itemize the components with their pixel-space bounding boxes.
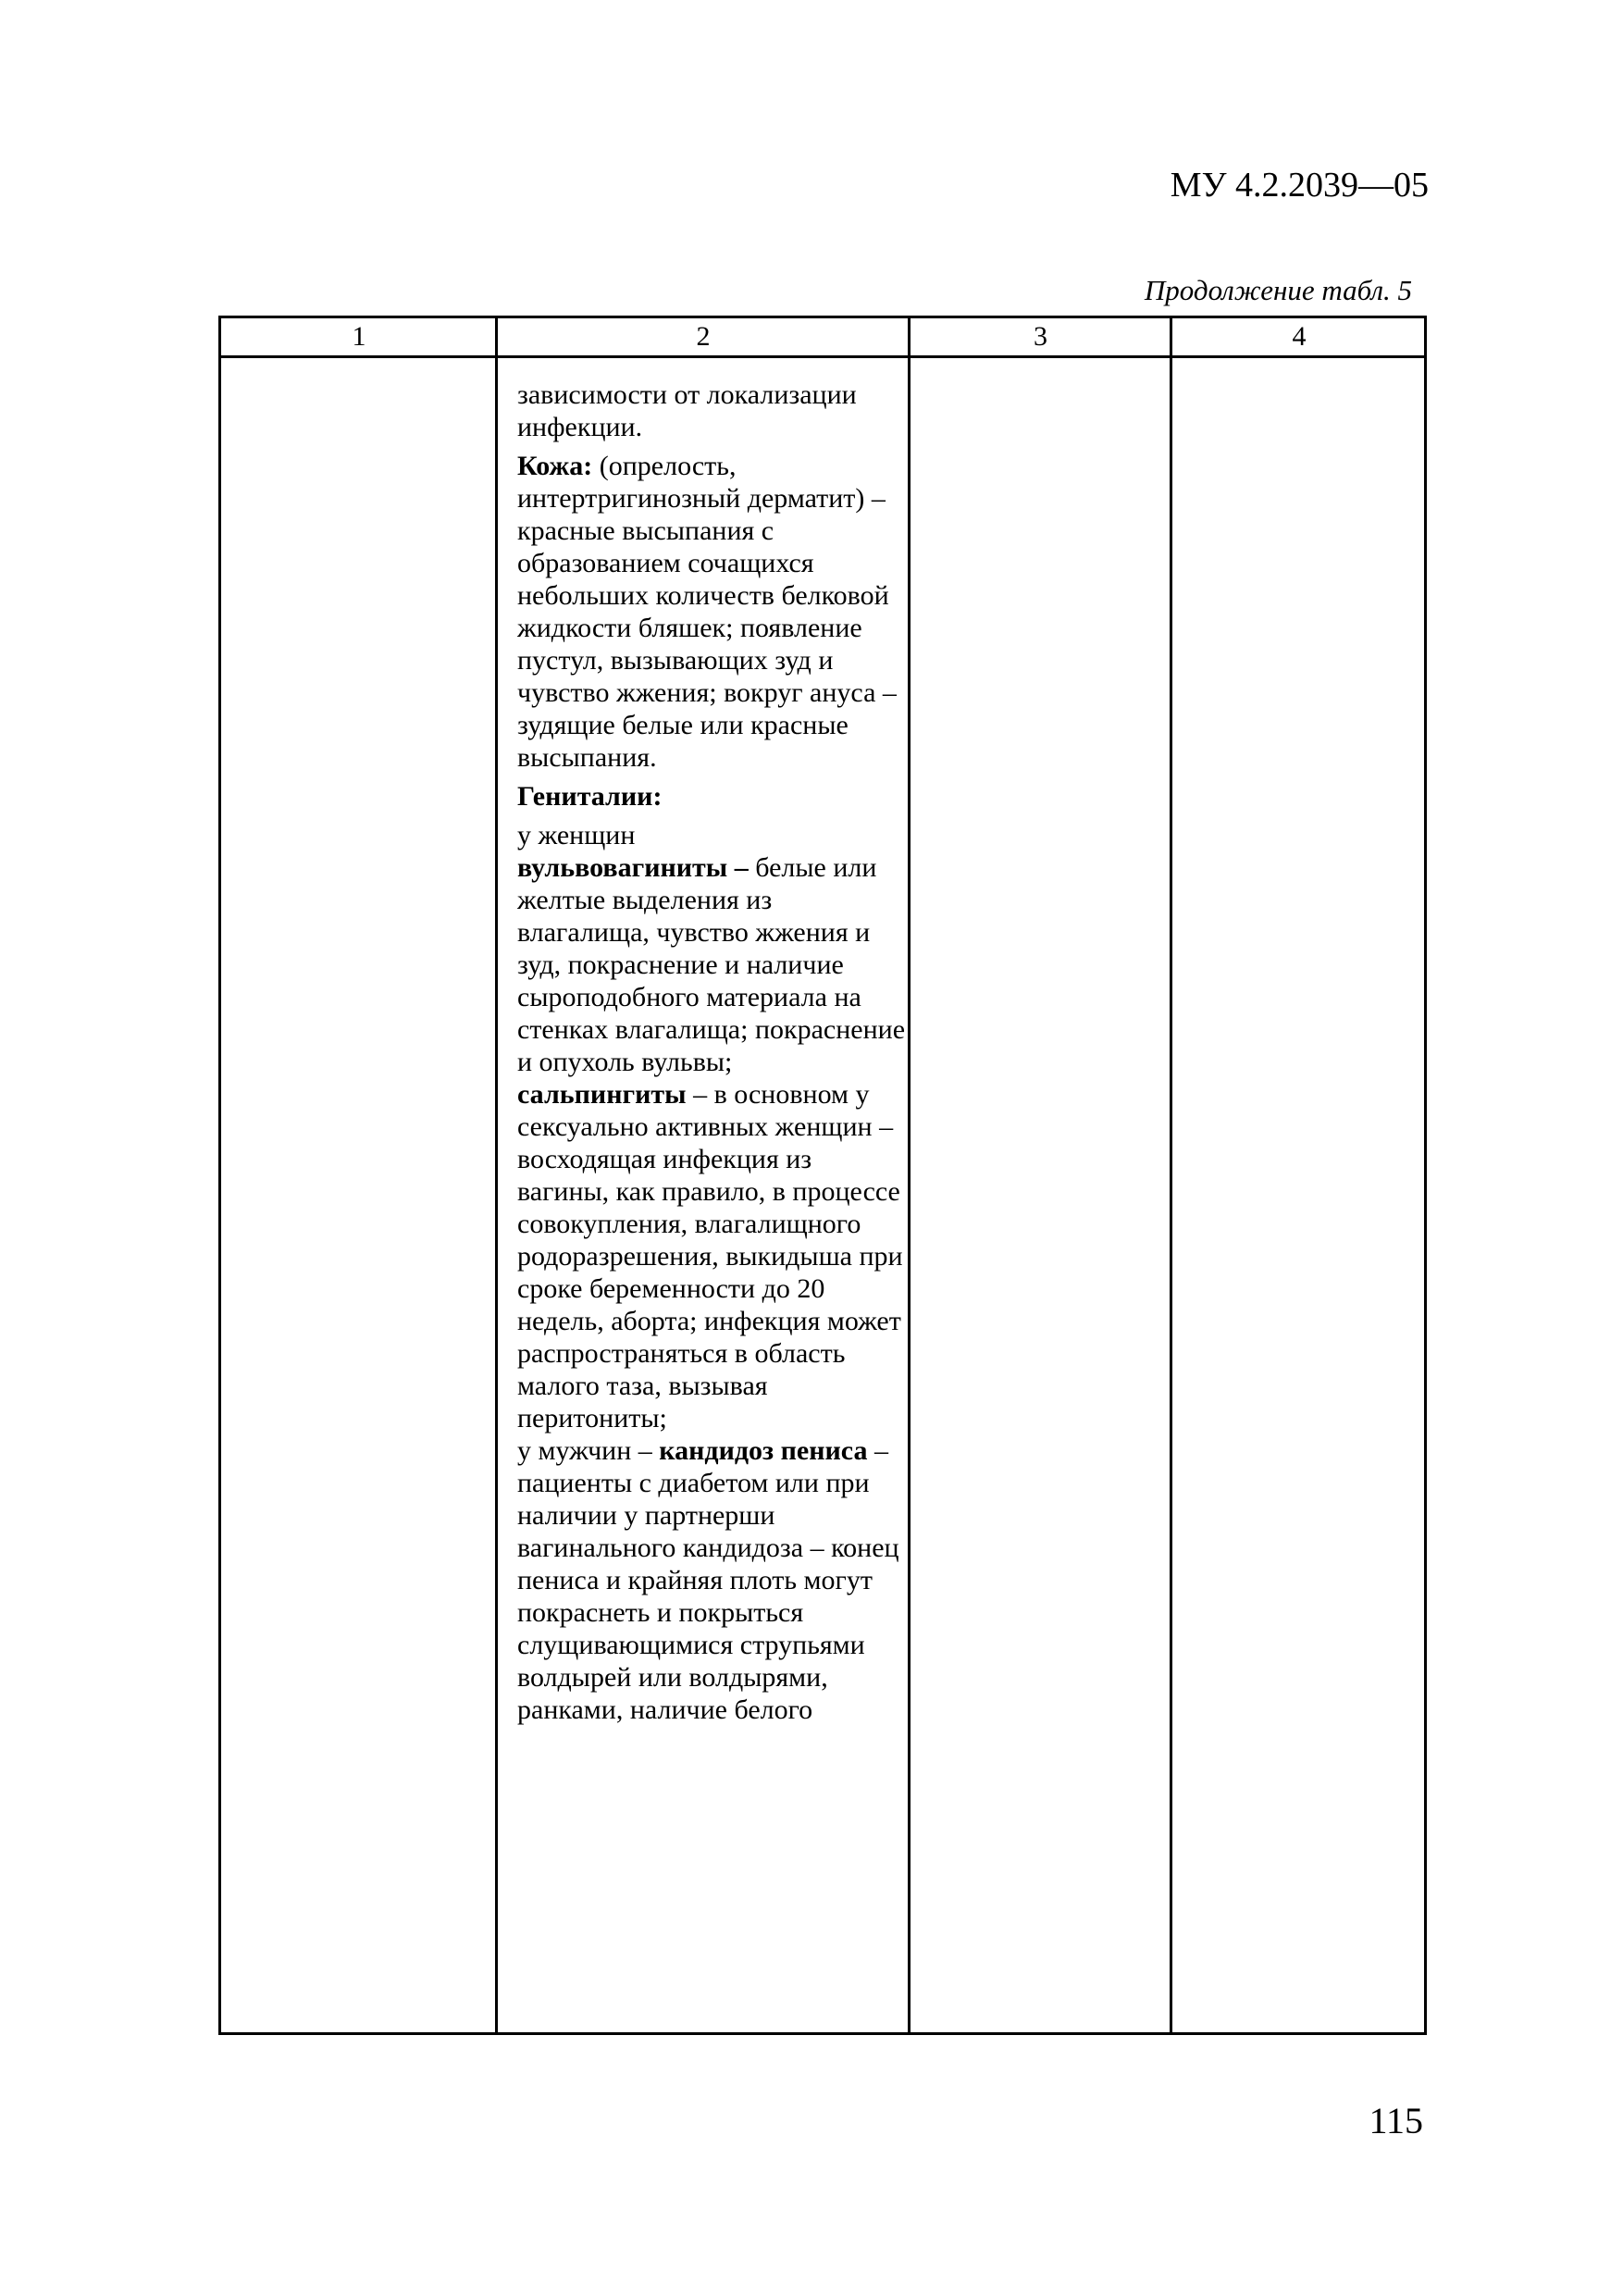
column-header-3: 3 [1034, 321, 1047, 352]
column-header-1: 1 [352, 321, 366, 352]
vulvovaginitis-label: вульвовагиниты – [517, 852, 749, 883]
salpingitis-label: сальпингиты [517, 1079, 687, 1110]
document-code: МУ 4.2.2039—05 [1170, 166, 1429, 205]
column-divider [1170, 318, 1172, 2032]
cell-paragraph [517, 379, 906, 443]
skin-text: (опрелость, интертригинозный дерматит) – красные высыпания с образованием сочащихся небольших количеств белковой жидкости бляшек; появление пустул, вызывающих зуд и чувство жжения; вокруг ануса – зудящие белые или красные высыпания. [517, 451, 897, 773]
table-5 [218, 316, 1427, 2035]
column-header-4: 4 [1292, 321, 1307, 352]
page-number: 115 [1369, 2100, 1423, 2141]
genitals-heading [517, 780, 906, 813]
men-intro: у мужчин – [517, 1435, 652, 1466]
table-caption: Продолжение табл. 5 [1144, 274, 1412, 306]
column-header-2: 2 [696, 321, 711, 352]
women-intro: у женщин [517, 820, 636, 850]
salpingitis-text: – в основном у сексуально активных женщин – восходящая инфекция из вагины, как правило, в процессе совокупления, влагалищного родоразрешения, выкидыша при сроке беременности до 20 недель, аборта; инфекция может распространяться в область малого таза, вызывая перитониты; [517, 1079, 903, 1433]
vulvovaginitis-text: белые или желтые выделения из влагалища, чувство жжения и зуд, покраснение и наличие сыроподобного материала на стенках влагалища; покраснение и опухоль вульвы; [517, 852, 906, 1077]
text: зависимости от локализации инфекции. [517, 379, 857, 442]
candidiasis-label: кандидоз пениса [659, 1435, 868, 1466]
column-divider [908, 318, 911, 2032]
skin-paragraph [517, 450, 906, 774]
column-divider [495, 318, 498, 2032]
women-paragraph [517, 819, 906, 1726]
candidiasis-text: – пациенты с диабетом или при наличии у партнерши вагинального кандидоза – конец пениса и крайняя плоть могут покраснеть и покрыться слущивающимися струпьями волдырей или волдырями, ранками, наличие белого [517, 1435, 899, 1725]
skin-label: Кожа: [517, 451, 593, 481]
genitals-label: Гениталии: [517, 781, 663, 812]
column-2-cell [517, 379, 906, 1726]
table-header-row [221, 318, 1424, 358]
